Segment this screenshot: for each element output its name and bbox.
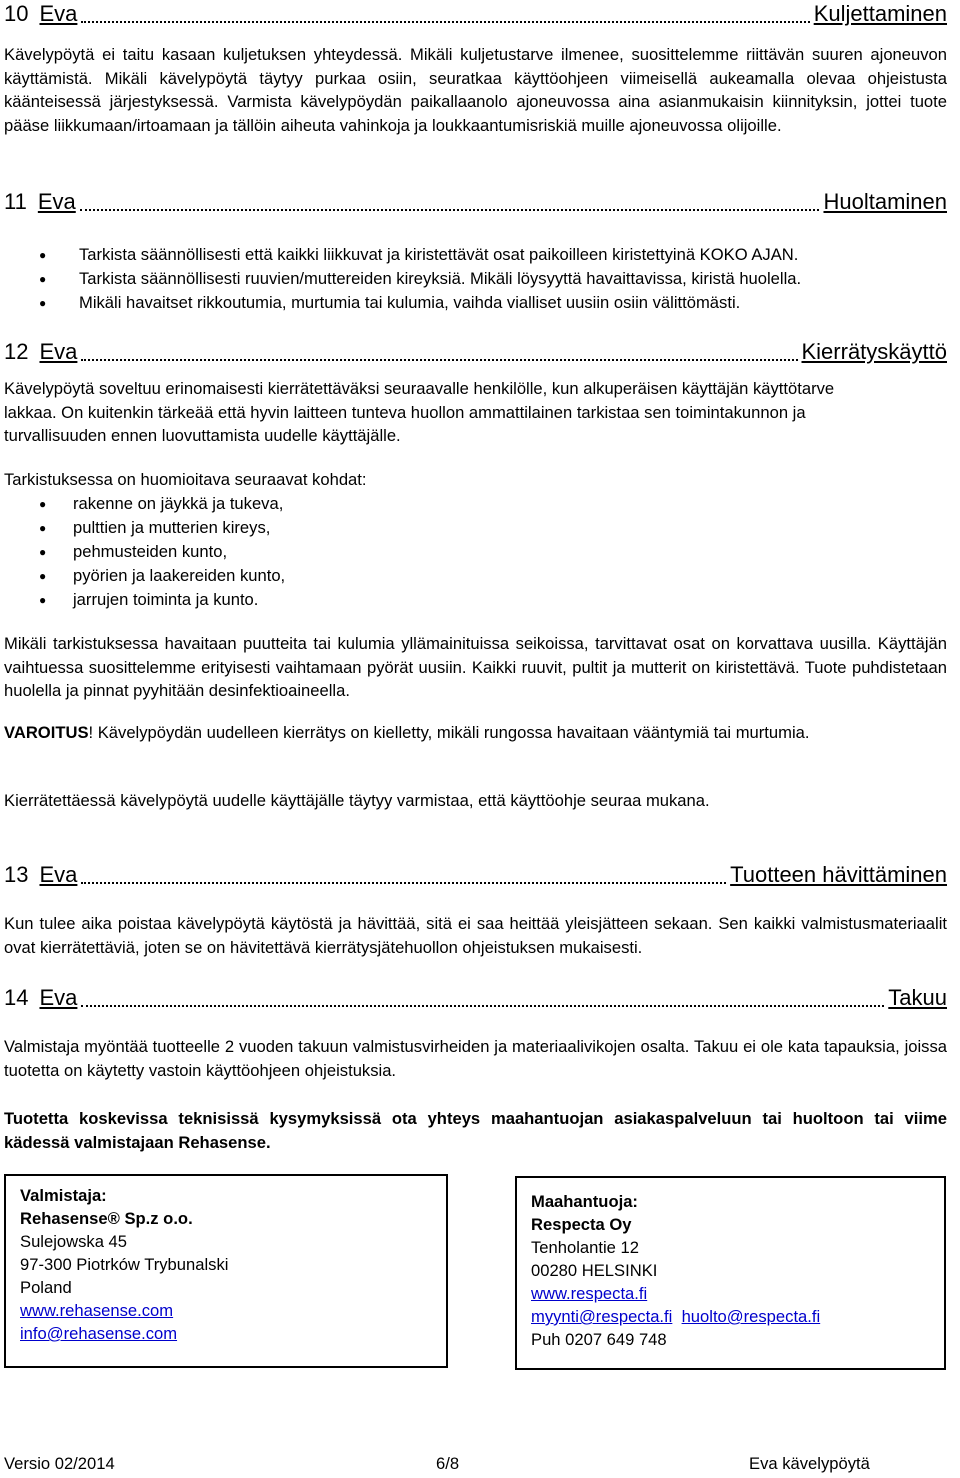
list-item: ● pulttien ja mutterien kireys, [73,516,285,540]
product-name: Eva [39,1,78,26]
dotted-leader [81,1004,884,1007]
manufacturer-web-link[interactable]: www.rehasense.com [20,1301,174,1320]
list-item: ● jarrujen toiminta ja kunto. [73,588,285,612]
bullet-icon: ● [39,593,47,607]
section-14-paragraph-2: Tuotetta koskevissa teknisissä kysymyksissä ota yhteys maahantuojan asiakaspalveluun tai huoltoon tai viime kädessä valmistajaan Rehasense. [4,1109,947,1152]
section-11-heading [4,188,947,214]
section-title: Kierrätyskäyttö [801,339,947,364]
manufacturer-email-link[interactable]: info@rehasense.com [20,1324,178,1343]
section-10-paragraph: Kävelypöytä ei taitu kasaan kuljetuksen yhteydessä. Mikäli kuljetustarve ilmenee, suosittelemme riittävän suuren ajoneuvon käyttämistä. Mikäli kävelypöytä täytyy purkaa osiin, seuratkaa käyttöohjeen viimeisellä aukeamalla olevaa ohjeistusta käänteisessä järjestyksessä. Varmista kävelypöydän paikallaanolo ajoneuvossa aina asianmukaisin kiinnityksin, jottei tuote pääse liikkumaan/irtoamaan ja tällöin aiheuta vahinkoja ja loukkaantumisriskiä muille ajoneuvossa olijoille. [4,45,947,135]
dotted-leader [81,881,726,884]
footer-page-number: 6/8 [436,1454,460,1473]
product-name: Eva [39,862,78,887]
warning-text: ! Kävelypöydän uudelleen kierrätys on kielletty, mikäli rungossa havaitaan vääntymiä tai murtumia. [88,723,810,742]
list-item: ● Mikäli havaitset rikkoutumia, murtumia tai kulumia, vaihda vialliset uusiin osiin välittömästi. [79,291,801,315]
importer-web-link[interactable]: www.respecta.fi [531,1284,648,1303]
section-14-heading [4,984,947,1010]
list-item: ● pyörien ja laakereiden kunto, [73,564,285,588]
list-item: ● pehmusteiden kunto, [73,540,285,564]
importer-company: Respecta Oy [531,1215,632,1234]
list-item: ● Tarkista säännöllisesti että kaikki liikkuvat ja kiristettävät osat paikoilleen kiristettyinä KOKO AJAN. [79,243,801,267]
importer-sales-email-link[interactable]: myynti@respecta.fi [531,1307,673,1326]
page-footer [4,1454,894,1478]
section-title: Kuljettaminen [813,1,947,26]
importer-service-email-link[interactable]: huolto@respecta.fi [681,1307,821,1326]
bullet-icon: ● [39,521,47,535]
product-name: Eva [37,189,76,214]
section-number: 12 [4,339,29,364]
dotted-leader [81,358,797,361]
section-number: 10 [4,1,29,26]
manufacturer-label: Valmistaja: [20,1186,107,1205]
manufacturer-street: Sulejowska 45 [20,1232,128,1251]
importer-box [515,1176,946,1370]
section-number: 14 [4,985,29,1010]
product-name: Eva [39,339,78,364]
section-14-paragraph-1: Valmistaja myöntää tuotteelle 2 vuoden takuun valmistusvirheiden ja materiaalivikojen osalta. Takuu ei ole kata tapauksia, joissa tuotetta on käytetty vastoin käyttöohjeen ohjeistuksia. [4,1037,947,1080]
bullet-icon: ● [39,569,47,583]
list-item: ● Tarkista säännöllisesti ruuvien/muttereiden kireyksiä. Mikäli löysyyttä havaittavissa, kiristä huolella. [79,267,801,291]
importer-label: Maahantuoja: [531,1192,638,1211]
product-name: Eva [39,985,78,1010]
section-13-paragraph: Kun tulee aika poistaa kävelypöytä käytöstä ja hävittää, sitä ei saa heittää yleisjätteen sekaan. Sen kaikki valmistusmateriaalit ovat kierrätettäviä, joten se on hävitettävä kierrätysjätehuollon ohjeistuksen mukaisesti. [4,914,947,957]
dotted-leader [80,208,820,211]
inspection-checklist [39,492,286,612]
section-12-paragraph-2: Mikäli tarkistuksessa havaitaan puutteita tai kulumia yllämainituissa seikoissa, tarvittavat osat on korvattava uusilla. Käyttäjän vaihtuessa suosittelemme erityisesti vaihtamaan pyörät uusiin. Kaikki ruuvit, pultit ja mutterit on kiristettävä. Tuote puhdistetaan huolella ja pinnat pyyhitään desinfektioaineella. [4,634,947,701]
footer-version: Versio 02/2014 [4,1454,115,1473]
manufacturer-box [4,1174,448,1368]
section-12-paragraph-3: Kierrätettäessä kävelypöytä uudelle käyttäjälle täytyy varmistaa, että käyttöohje seuraa mukana. [4,791,710,810]
section-12-paragraph-1: Kävelypöytä soveltuu erinomaisesti kierrätettäväksi seuraavalle henkilölle, kun alkuperäisen käyttäjän käyttötarve lakkaa. On kuitenkin tärkeää että hyvin laitteen tunteva huollon ammattilainen tarkistaa sen toimintakunnon ja turvallisuuden ennen luovuttamista uudelle käyttäjälle. [4,379,835,446]
section-title: Huoltaminen [823,189,947,214]
warning-label: VAROITUS [4,723,89,742]
list-item: ● rakenne on jäykkä ja tukeva, [73,492,285,516]
maintenance-list [39,243,802,315]
manufacturer-company: Rehasense® Sp.z o.o. [20,1209,193,1228]
section-number: 13 [4,862,29,887]
section-number: 11 [4,189,27,214]
dotted-leader [81,20,809,23]
importer-city: 00280 HELSINKI [531,1261,658,1280]
checklist-intro: Tarkistuksessa on huomioitava seuraavat kohdat: [4,470,367,489]
importer-street: Tenholantie 12 [531,1238,639,1257]
importer-phone: Puh 0207 649 748 [531,1330,667,1349]
manufacturer-country: Poland [20,1278,72,1297]
section-12-heading [4,338,947,364]
bullet-icon: ● [39,272,47,286]
manufacturer-city: 97-300 Piotrków Trybunalski [20,1255,229,1274]
section-title: Takuu [888,985,947,1010]
section-10-heading [4,0,947,26]
bullet-icon: ● [39,248,47,262]
bullet-icon: ● [39,545,47,559]
bullet-icon: ● [39,497,47,511]
bullet-icon: ● [39,296,47,310]
footer-product: Eva kävelypöytä [749,1454,870,1473]
section-13-heading [4,861,947,887]
section-title: Tuotteen hävittäminen [730,862,947,887]
warning-paragraph [4,721,904,745]
